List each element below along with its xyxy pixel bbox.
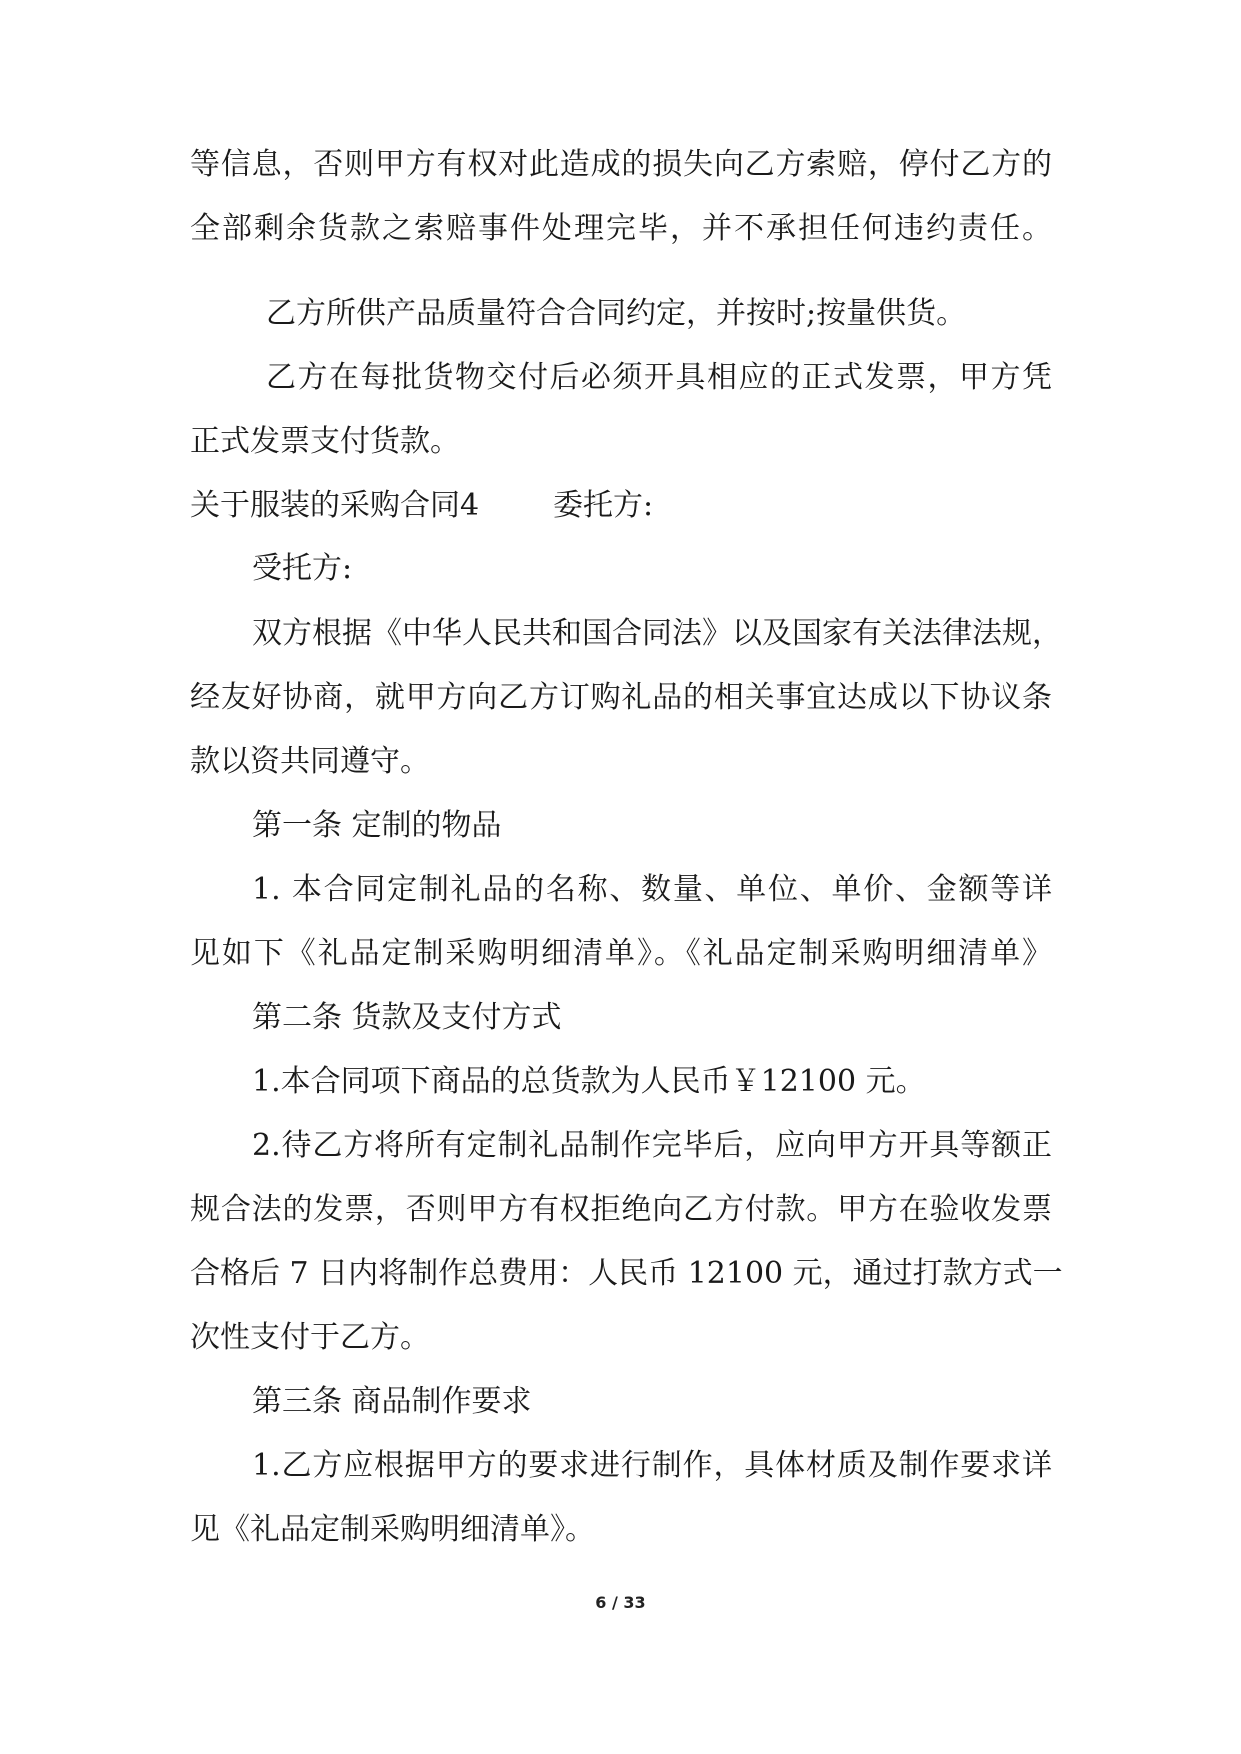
page-number: 6 / 33 <box>595 1593 646 1612</box>
section-heading: 关于服装的采购合同4 <box>190 488 480 523</box>
paragraph-line: 合格后 7 日内将制作总费用：人民币 12100 元，通过打款方式一 <box>190 1256 1063 1291</box>
paragraph-line: 全部剩余货款之索赔事件处理完毕，并不承担任何违约责任。 <box>190 211 1052 246</box>
paragraph-line: 乙方所供产品质量符合合同约定，并按时;按量供货。 <box>266 296 967 331</box>
paragraph-line: 2.待乙方将所有定制礼品制作完毕后，应向甲方开具等额正 <box>252 1128 1052 1163</box>
paragraph-line: 受托方: <box>252 551 353 586</box>
article-heading: 第二条 货款及支付方式 <box>252 1000 562 1035</box>
article-heading: 第三条 商品制作要求 <box>252 1384 532 1419</box>
paragraph-line: 款以资共同遵守。 <box>190 744 430 779</box>
paragraph-line: 见《礼品定制采购明细清单》。 <box>190 1512 595 1547</box>
paragraph-line: 1.本合同项下商品的总货款为人民币￥12100 元。 <box>252 1064 926 1099</box>
paragraph-line: 1. 本合同定制礼品的名称、数量、单位、单价、金额等详 <box>252 872 1052 907</box>
article-heading: 第一条 定制的物品 <box>252 808 502 843</box>
paragraph-line: 规合法的发票，否则甲方有权拒绝向乙方付款。甲方在验收发票 <box>190 1192 1052 1227</box>
paragraph-line: 见如下《礼品定制采购明细清单》。《礼品定制采购明细清单》 <box>190 936 1052 971</box>
paragraph-line: 等信息，否则甲方有权对此造成的损失向乙方索赔，停付乙方的 <box>190 147 1052 182</box>
paragraph-line: 双方根据《中华人民共和国合同法》以及国家有关法律法规， <box>252 616 1062 651</box>
paragraph-line: 乙方在每批货物交付后必须开具相应的正式发票，甲方凭 <box>266 360 1052 395</box>
paragraph-line: 1.乙方应根据甲方的要求进行制作，具体材质及制作要求详 <box>252 1448 1052 1483</box>
paragraph-line: 次性支付于乙方。 <box>190 1320 430 1355</box>
paragraph-line: 委托方: <box>553 488 654 523</box>
paragraph-line: 经友好协商，就甲方向乙方订购礼品的相关事宜达成以下协议条 <box>190 680 1052 715</box>
paragraph-line: 正式发票支付货款。 <box>190 424 460 459</box>
